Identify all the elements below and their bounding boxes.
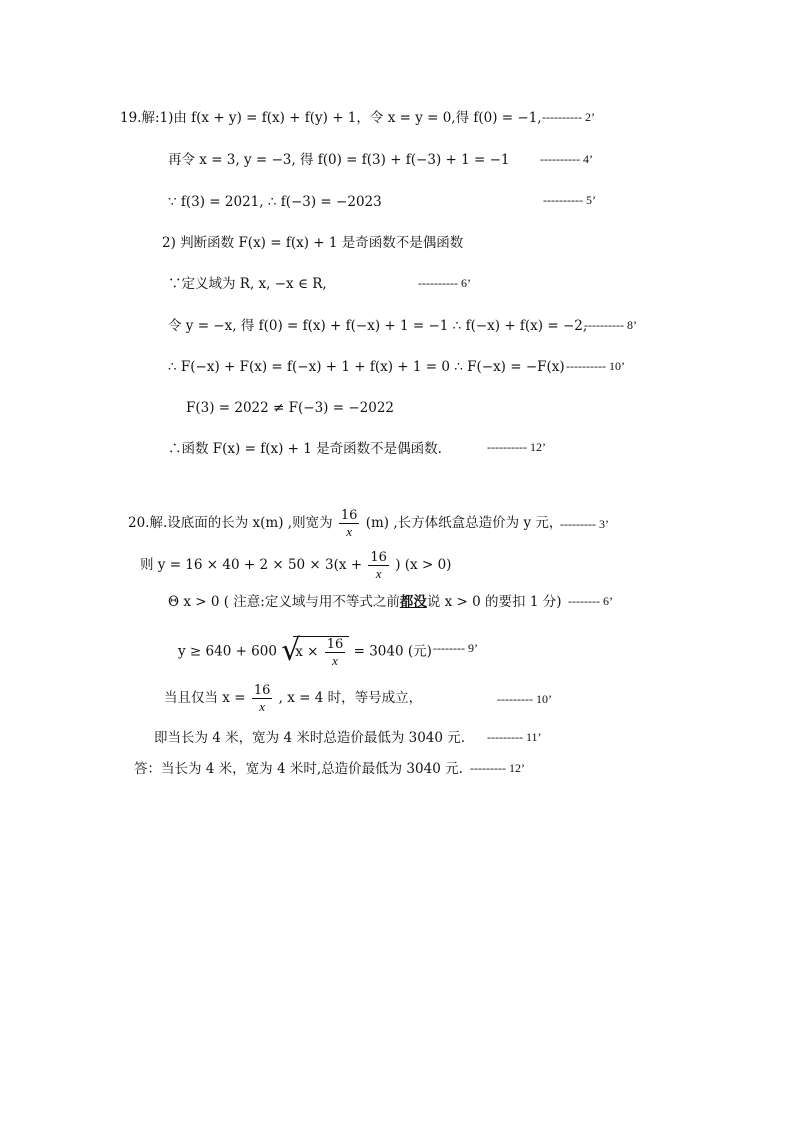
q19-line9-score: ---------- 12’ (487, 440, 546, 454)
q20-line7-score: --------- 12’ (470, 761, 525, 775)
q20-line1-text-b: (m) ,长方体纸盒总造价为 y 元， (365, 515, 563, 531)
q20-line1 (128, 508, 562, 539)
q20-line4-fraction (325, 637, 346, 668)
fraction-numerator: 16 (326, 637, 344, 652)
q19-line6-score: ---------- 8’ (584, 318, 637, 332)
radicand-text: x × (295, 644, 319, 660)
q20-line5-fraction (252, 683, 273, 714)
q19-line1: 19.解:1)由 f(x + y) = f(x) + f(y) + 1，令 x = y = 0,得 f(0) = −1, (120, 110, 542, 126)
q20-line2-text-b: ) (x > 0) (395, 557, 452, 573)
q20-line1-score: --------- 3’ (560, 517, 609, 531)
q20-line3-emphasis: 都没 (399, 594, 427, 610)
q19-line2-score: ---------- 4’ (540, 152, 593, 166)
fraction-denominator: x (259, 699, 265, 714)
q20-line4-text-a: y ≥ 640 + 600 (178, 643, 277, 660)
q19-line1-score: ---------- 2’ (542, 110, 595, 124)
q20-line2-fraction (368, 550, 389, 581)
fraction-denominator: x (332, 653, 338, 668)
fraction-numerator: 16 (340, 508, 358, 523)
q19-line3-score: ---------- 5’ (543, 193, 596, 207)
q20-line6-score: --------- 11’ (487, 730, 542, 744)
q19-line5: ∵定义域为 R, x, −x ∈ R, (168, 276, 327, 292)
q20-line4-score: -------- 9’ (433, 641, 478, 655)
q20-line7: 答：当长为 4 米，宽为 4 米时,总造价最低为 3040 元. (134, 761, 463, 777)
q19-line5-score: ---------- 6’ (418, 276, 471, 290)
q19-line2: 再令 x = 3, y = −3, 得 f(0) = f(3) + f(−3) + 1 = −1 (168, 152, 510, 168)
q20-line3 (168, 593, 561, 611)
q20-line5 (164, 683, 422, 714)
square-root (281, 633, 349, 668)
q20-line6: 即当长为 4 米，宽为 4 米时总造价最低为 3040 元. (154, 730, 466, 746)
q20-line2 (140, 550, 451, 581)
q20-line2-text-a: 则 y = 16 × 40 + 2 × 50 × 3(x + (140, 557, 363, 573)
q20-line5-text-b: , x = 4 时，等号成立， (278, 690, 423, 706)
fraction-numerator: 16 (253, 683, 271, 698)
q19-line7: ∴ F(−x) + F(x) = f(−x) + 1 + f(x) + 1 = 0 ∴ F(−x) = −F(x) (168, 359, 565, 375)
q20-line3-text-a: Θ x > 0 ( 注意:定义域与用不等式之前 (168, 594, 400, 610)
q19-line8: F(3) = 2022 ≠ F(−3) = −2022 (186, 400, 394, 416)
q19-line9: ∴函数 F(x) = f(x) + 1 是奇函数不是偶函数. (168, 441, 442, 457)
q20-line4 (178, 633, 432, 668)
fraction-denominator: x (346, 524, 353, 539)
q19-line4: 2) 判断函数 F(x) = f(x) + 1 是奇函数不是偶函数 (162, 235, 464, 251)
q20-line1-text-a: 20.解.设底面的长为 x(m) ,则宽为 (128, 515, 333, 531)
q19-line7-score: ---------- 10’ (566, 359, 625, 373)
q20-line5-score: --------- 10’ (497, 692, 552, 706)
radical-sign: √ (281, 633, 301, 668)
q20-line3-score: -------- 6’ (568, 594, 613, 608)
fraction-denominator: x (375, 566, 382, 581)
q20-line5-text-a: 当且仅当 x = (164, 690, 246, 706)
q20-line3-text-b: 说 x > 0 的要扣 1 分) (426, 594, 562, 610)
radicand (293, 636, 349, 668)
q20-line4-text-b: = 3040 (元) (353, 643, 432, 660)
fraction-numerator: 16 (370, 550, 387, 565)
q19-line3: ∵ f(3) = 2021, ∴ f(−3) = −2023 (168, 194, 382, 210)
q19-line6: 令 y = −x, 得 f(0) = f(x) + f(−x) + 1 = −1 ∴ f(−x) + f(x) = −2, (168, 318, 588, 334)
q20-line1-fraction (339, 508, 360, 539)
